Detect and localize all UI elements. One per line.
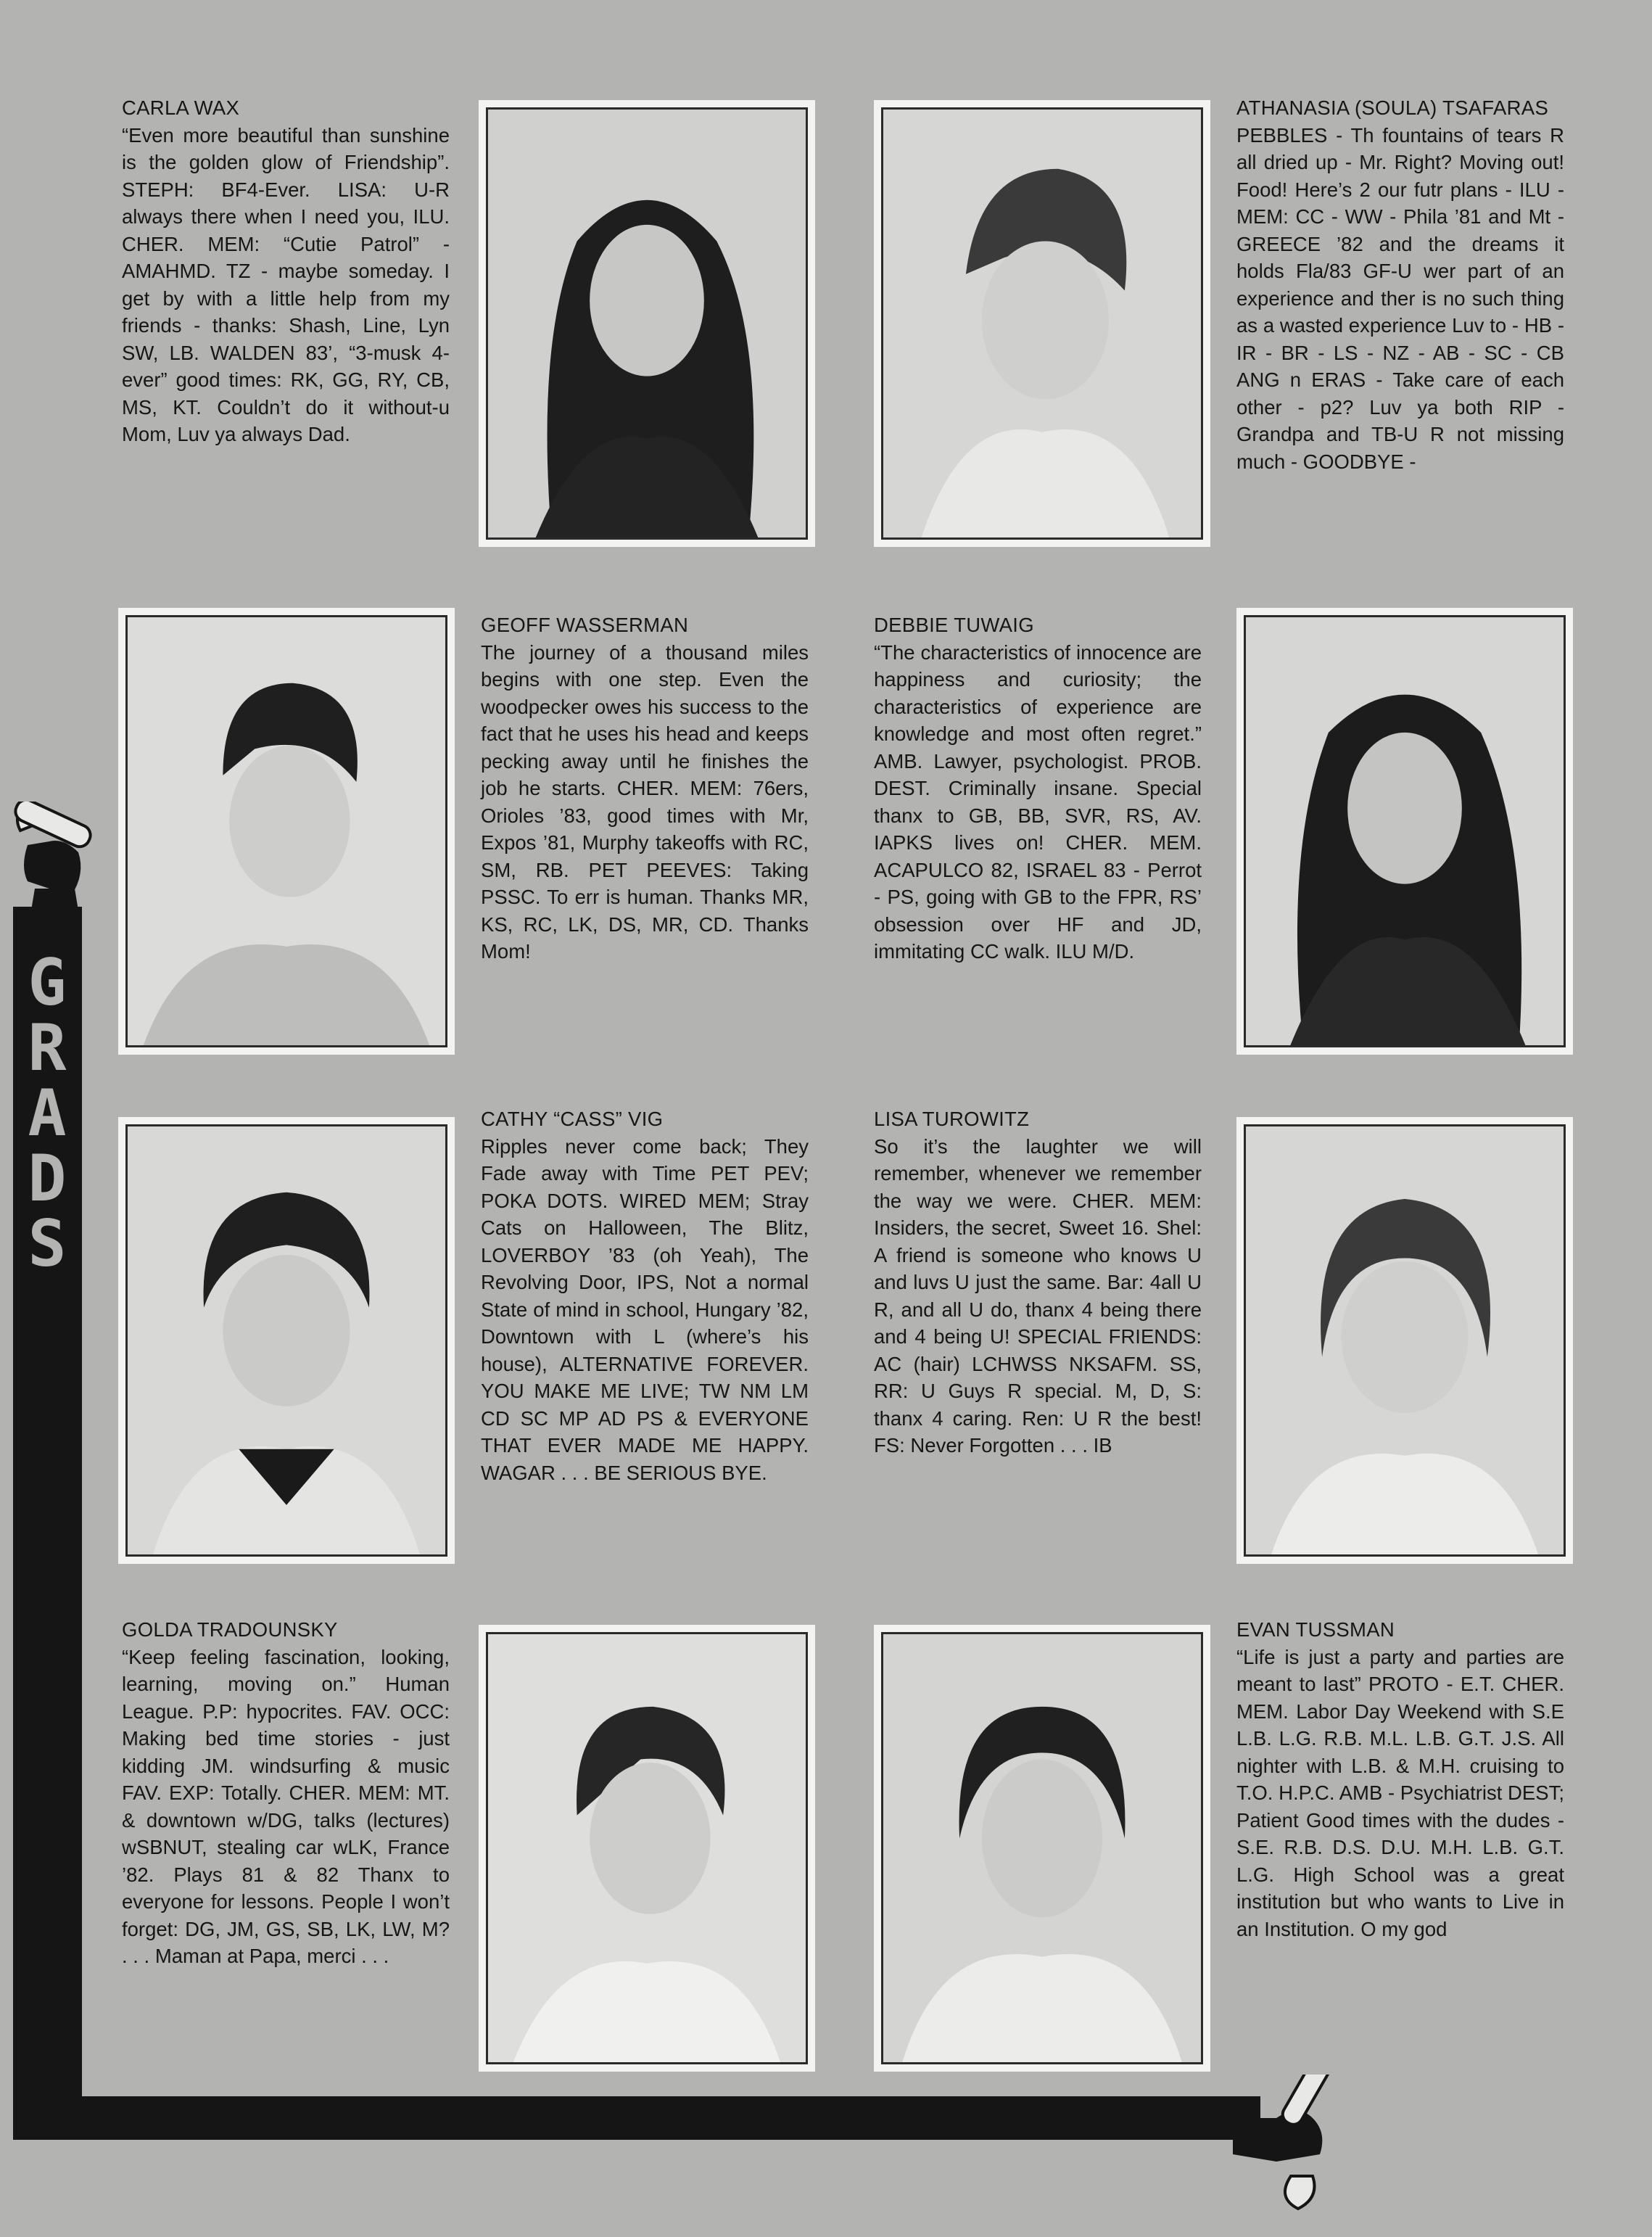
student-bio: Ripples never come back; They Fade away with Time PET PEV; POKA DOTS. WIRED MEM; Stray Cats on Halloween, The Blitz, LOVERBOY ’83 (oh Yeah), The Revolving Door, IPS, Not a normal State of mind in school, Hungary ’82, Downtown with L (where’s his house), ALTERNATIVE FOREVER. YOU MAKE ME LIVE; TW NM LM CD SC MP AD PS & EVERYONE THAT EVER MADE ME HAPPY. WAGAR . . . BE SERIOUS BYE. (481, 1134, 809, 1484)
student-photo (874, 1625, 1210, 2072)
student-name: CATHY “CASS” VIG (481, 1108, 664, 1130)
student-name: ATHANASIA (SOULA) TSAFARAS (1236, 96, 1549, 119)
student-entry-athanasia-tsafaras (1236, 94, 1564, 475)
student-entry-geoff-wasserman (481, 611, 809, 965)
student-entry-carla-wax (122, 94, 450, 448)
student-name: GOLDA TRADOUNSKY (122, 1618, 338, 1641)
grads-letter: G (28, 945, 67, 1020)
student-entry-golda-tradounsky (122, 1616, 450, 1970)
student-entry-cathy-vig (481, 1105, 809, 1486)
student-name: CARLA WAX (122, 96, 240, 119)
student-photo (874, 100, 1210, 547)
student-photo (118, 1117, 455, 1564)
grads-bottom-bar (13, 2096, 1260, 2140)
student-photo (118, 608, 455, 1055)
student-bio: So it’s the laughter we will remember, whenever we remember the way we were. CHER. MEM: Insiders, the secret, Sweet 16. Shel: A friend is someone who knows U and luvs U just the same. Bar: 4all U R, and all U do, thanx 4 being there and 4 being U! SPECIAL FRIENDS: AC (hair) LCHWSS NKSAFM. SS, RR: U Guys R special. M, D, S: thanx 4 caring. Ren: U R the best! FS: Never Forgotten . . . IB (874, 1134, 1202, 1457)
grads-letter: A (28, 1076, 67, 1150)
student-photo (1236, 608, 1573, 1055)
student-photo (1236, 1117, 1573, 1564)
grads-letter: D (28, 1141, 67, 1216)
student-bio: PEBBLES - Th fountains of tears R all dried up - Mr. Right? Moving out! Food! Here’s 2 our futr plans - ILU - MEM: CC - WW - Phila ’81 and Mt - GREECE ’82 and the dreams it holds Fla/83 GF-U wer part of an experience and ther is no such thing as a wasted experience Luv to - HB - IR - BR - LS - NZ - AB - SC - CB ANG n ERAS - Take care of each other - p2? Luv ya both RIP - Grandpa and TB-U R not missing much - GOODBYE - (1236, 123, 1564, 473)
student-entry-debbie-tuwaig (874, 611, 1202, 965)
student-bio: “Keep feeling fascination, looking, learning, moving on.” Human League. P.P: hypocrites. FAV. OCC: Making bed time stories - just kidding JM. windsurfing & music FAV. EXP: Totally. CHER. MEM: MT. & downtown w/DG, talks (lectures) wSBNUT, stealing car wLK, France ’82. Plays 81 & 82 Thanx to everyone for lessons. People I won’t forget: DG, JM, GS, SB, LK, LW, M? . . . Maman at Papa, merci . . . (122, 1645, 450, 1967)
grads-letter: R (28, 1010, 67, 1085)
student-name: EVAN TUSSMAN (1236, 1618, 1395, 1641)
hand-diploma-icon (6, 802, 100, 918)
student-entry-evan-tussman (1236, 1616, 1564, 1943)
grads-letter: S (28, 1206, 67, 1281)
student-name: DEBBIE TUWAIG (874, 614, 1034, 636)
student-bio: “Even more beautiful than sunshine is the golden glow of Friendship”. STEPH: BF4-Ever. LISA: U-R always there when I need you, ILU. CHER. MEM: “Cutie Patrol” - AMAHMD. TZ - maybe someday. I get by with a little help from my friends - thanks: Shash, Line, Lyn SW, LB. WALDEN 83’, “3-musk 4-ever” good times: RK, GG, RY, CB, MS, KT. Couldn’t do it without-u Mom, Luv ya always Dad. (122, 123, 450, 445)
student-photo (479, 1625, 815, 2072)
student-bio: “Life is just a party and parties are meant to last” PROTO - E.T. CHER. MEM. Labor Day Weekend with S.E L.B. L.G. R.B. M.L. L.B. G.T. J.S. All nighter with L.B. & M.H. cruising to T.O. H.P.C. AMB - Psychiatrist DEST; Patient Good times with the dudes - S.E. R.B. D.S. D.U. M.H. L.B. G.T. L.G. High School was a great institution but who wants to Live in an Institution. O my god (1236, 1645, 1564, 1940)
student-bio: The journey of a thousand miles begins with one step. Even the woodpecker owes his success to the fact that he uses his head and keeps pecking away until he finishes the job he starts. CHER. MEM: 76ers, Orioles ’83, good times with Mr, Expos ’81, Murphy takeoffs with RC, SM, RB. PET PEEVES: Taking PSSC. To err is human. Thanks MR, KS, RC, LK, DS, MR, CD. Thanks Mom! (481, 640, 809, 963)
hand-diploma-icon (1233, 2075, 1356, 2212)
student-photo (479, 100, 815, 547)
student-entry-lisa-turowitz (874, 1105, 1202, 1459)
student-name: LISA TUROWITZ (874, 1108, 1030, 1130)
student-name: GEOFF WASSERMAN (481, 614, 689, 636)
grads-label (15, 945, 80, 1281)
student-bio: “The characteristics of innocence are happiness and curiosity; the characteristics of experience are knowledge and most often regret.” AMB. Lawyer, psychologist. PROB. DEST. Criminally insane. Special thanx to GB, BB, SVR, RS, AV. IAPKS lives on! CHER. MEM. ACAPULCO 82, ISRAEL 83 - Perrot - PS, going with GB to the FPR, RS’ obsession over HF and JD, immitating CC walk. ILU M/D. (874, 640, 1202, 963)
